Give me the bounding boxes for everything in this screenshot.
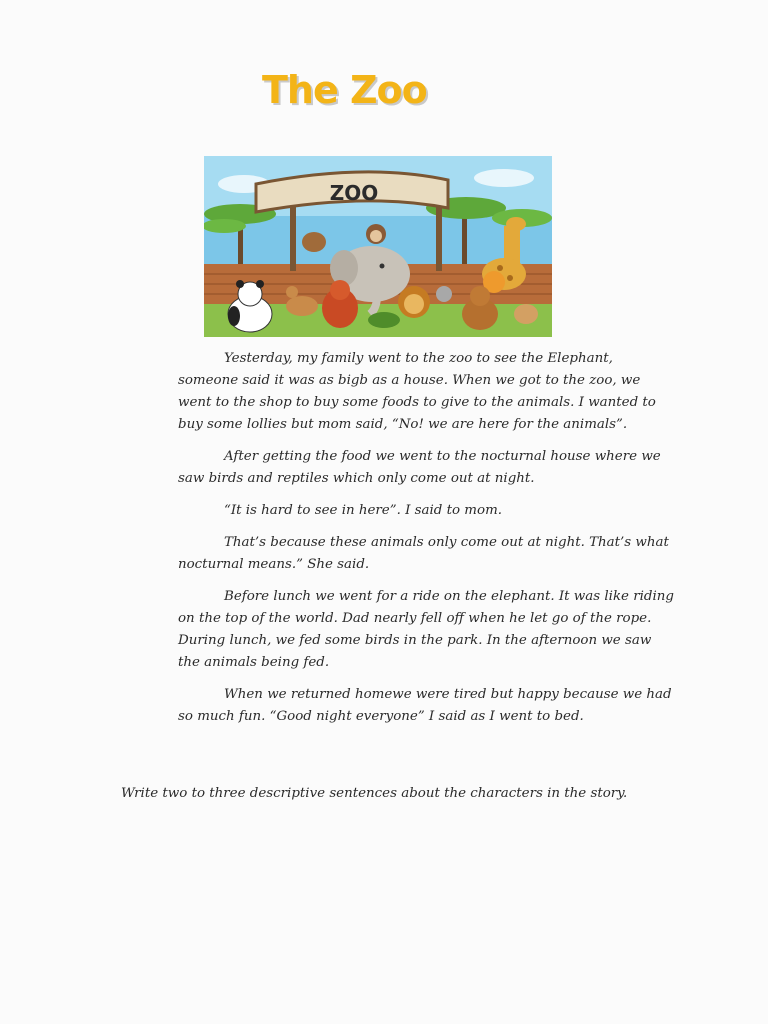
writing-prompt: Write two to three descriptive sentences about the characters in the story.: [121, 786, 628, 801]
story-paragraph: When we returned homewe were tired but happy because we had so much fun. “Good night everyone” I said as I went to bed.: [178, 687, 672, 724]
zoo-scene-image: [204, 156, 552, 337]
page-title: The Zoo: [262, 68, 427, 112]
zoo-illustration: [204, 156, 552, 337]
story-paragraph: Before lunch we went for a ride on the elephant. It was like riding on the top of the world. Dad nearly fell off when he let go of the rope. During lunch, we fed some birds in the park. In the afternoon we saw the animals being fed.: [178, 589, 674, 670]
story-text: [178, 348, 676, 738]
zoo-sign-text: ZOO: [329, 181, 379, 205]
story-paragraph: Yesterday, my family went to the zoo to see the Elephant, someone said it was as bigb as a house. When we got to the zoo, we went to the shop to buy some foods to give to the animals. I wanted to buy some lollies but mom said, “No! we are here for the animals”.: [178, 351, 656, 432]
story-paragraph: “It is hard to see in here”. I said to mom.: [224, 503, 503, 518]
story-paragraph: That’s because these animals only come out at night. That’s what nocturnal means.” She said.: [178, 535, 669, 572]
story-paragraph: After getting the food we went to the nocturnal house where we saw birds and reptiles which only come out at night.: [178, 449, 661, 486]
